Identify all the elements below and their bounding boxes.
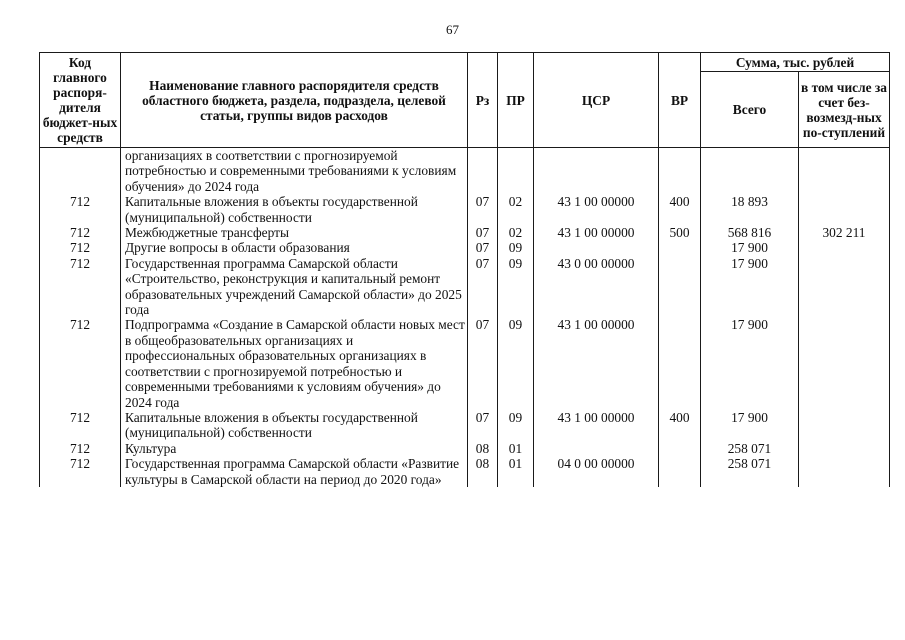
cell-pr: 09 bbox=[498, 317, 534, 409]
cell-pr: 09 bbox=[498, 240, 534, 255]
table-row bbox=[40, 225, 890, 240]
table-row bbox=[40, 410, 890, 441]
cell-code bbox=[40, 148, 121, 195]
cell-csr: 43 0 00 00000 bbox=[534, 256, 659, 318]
cell-csr: 43 1 00 00000 bbox=[534, 194, 659, 225]
cell-pr: 02 bbox=[498, 225, 534, 240]
cell-code: 712 bbox=[40, 456, 121, 487]
cell-name: Капитальные вложения в объекты государственной (муниципальной) собственности bbox=[121, 194, 468, 225]
cell-code: 712 bbox=[40, 225, 121, 240]
cell-name: Подпрограмма «Создание в Самарской области новых мест в общеобразовательных организациях и профессиональных образовательных организациях в соответствии с прогнозируемой потребностью и современными требованиями к условиям обучения» до 2024 года bbox=[121, 317, 468, 409]
table-row bbox=[40, 317, 890, 409]
cell-vr: 400 bbox=[659, 410, 701, 441]
cell-grants bbox=[799, 240, 890, 255]
cell-code: 712 bbox=[40, 317, 121, 409]
cell-csr: 04 0 00 00000 bbox=[534, 456, 659, 487]
cell-csr: 43 1 00 00000 bbox=[534, 410, 659, 441]
table-row bbox=[40, 441, 890, 456]
cell-pr: 01 bbox=[498, 441, 534, 456]
cell-total: 17 900 bbox=[701, 256, 799, 318]
cell-rz: 07 bbox=[468, 194, 498, 225]
table-body bbox=[40, 148, 890, 487]
cell-rz: 07 bbox=[468, 317, 498, 409]
cell-name: Межбюджетные трансферты bbox=[121, 225, 468, 240]
cell-name: Капитальные вложения в объекты государственной (муниципальной) собственности bbox=[121, 410, 468, 441]
header-sum: Сумма, тыс. рублей bbox=[701, 53, 890, 72]
cell-grants bbox=[799, 148, 890, 195]
cell-total: 17 900 bbox=[701, 410, 799, 441]
cell-code: 712 bbox=[40, 256, 121, 318]
cell-total bbox=[701, 148, 799, 195]
cell-total: 18 893 bbox=[701, 194, 799, 225]
cell-vr bbox=[659, 441, 701, 456]
cell-code: 712 bbox=[40, 441, 121, 456]
table-row bbox=[40, 256, 890, 318]
table-row bbox=[40, 194, 890, 225]
cell-vr: 400 bbox=[659, 194, 701, 225]
header-rz: Рз bbox=[468, 53, 498, 148]
budget-table bbox=[39, 52, 890, 487]
table-row bbox=[40, 456, 890, 487]
cell-vr bbox=[659, 148, 701, 195]
cell-csr bbox=[534, 240, 659, 255]
cell-csr bbox=[534, 441, 659, 456]
cell-pr bbox=[498, 148, 534, 195]
cell-pr: 01 bbox=[498, 456, 534, 487]
cell-rz bbox=[468, 148, 498, 195]
cell-name: Государственная программа Самарской области «Развитие культуры в Самарской области на период до 2020 года» bbox=[121, 456, 468, 487]
cell-code: 712 bbox=[40, 240, 121, 255]
cell-vr bbox=[659, 240, 701, 255]
cell-name: организациях в соответствии с прогнозируемой потребностью и современными требованиями к условиям обучения» до 2024 года bbox=[121, 148, 468, 195]
cell-total: 258 071 bbox=[701, 456, 799, 487]
cell-grants bbox=[799, 410, 890, 441]
cell-vr bbox=[659, 256, 701, 318]
header-total: Всего bbox=[701, 72, 799, 148]
cell-grants bbox=[799, 317, 890, 409]
cell-rz: 07 bbox=[468, 240, 498, 255]
cell-name: Другие вопросы в области образования bbox=[121, 240, 468, 255]
table-row bbox=[40, 240, 890, 255]
cell-csr bbox=[534, 148, 659, 195]
header-vr: ВР bbox=[659, 53, 701, 148]
cell-vr bbox=[659, 456, 701, 487]
table-row bbox=[40, 148, 890, 195]
cell-grants bbox=[799, 256, 890, 318]
header-pr: ПР bbox=[498, 53, 534, 148]
cell-rz: 07 bbox=[468, 410, 498, 441]
cell-rz: 08 bbox=[468, 441, 498, 456]
cell-vr: 500 bbox=[659, 225, 701, 240]
cell-grants: 302 211 bbox=[799, 225, 890, 240]
cell-name: Культура bbox=[121, 441, 468, 456]
cell-vr bbox=[659, 317, 701, 409]
cell-pr: 02 bbox=[498, 194, 534, 225]
cell-rz: 07 bbox=[468, 225, 498, 240]
cell-total: 258 071 bbox=[701, 441, 799, 456]
cell-name: Государственная программа Самарской области «Строительство, реконструкция и капитальный ремонт образовательных учреждений Самарской области» до 2025 года bbox=[121, 256, 468, 318]
cell-total: 17 900 bbox=[701, 317, 799, 409]
cell-pr: 09 bbox=[498, 256, 534, 318]
cell-code: 712 bbox=[40, 194, 121, 225]
header-name: Наименование главного распорядителя средств областного бюджета, раздела, подраздела, целевой статьи, группы видов расходов bbox=[121, 53, 468, 148]
cell-grants bbox=[799, 456, 890, 487]
cell-rz: 07 bbox=[468, 256, 498, 318]
cell-csr: 43 1 00 00000 bbox=[534, 317, 659, 409]
page-number: 67 bbox=[446, 22, 459, 37]
cell-rz: 08 bbox=[468, 456, 498, 487]
cell-pr: 09 bbox=[498, 410, 534, 441]
cell-grants bbox=[799, 441, 890, 456]
cell-csr: 43 1 00 00000 bbox=[534, 225, 659, 240]
header-csr: ЦСР bbox=[534, 53, 659, 148]
cell-total: 17 900 bbox=[701, 240, 799, 255]
cell-grants bbox=[799, 194, 890, 225]
header-code: Код главного распоря-дителя бюджет-ных средств bbox=[40, 53, 121, 148]
cell-total: 568 816 bbox=[701, 225, 799, 240]
cell-code: 712 bbox=[40, 410, 121, 441]
header-grants: в том числе за счет без-возмезд-ных по-ступлений bbox=[799, 72, 890, 148]
